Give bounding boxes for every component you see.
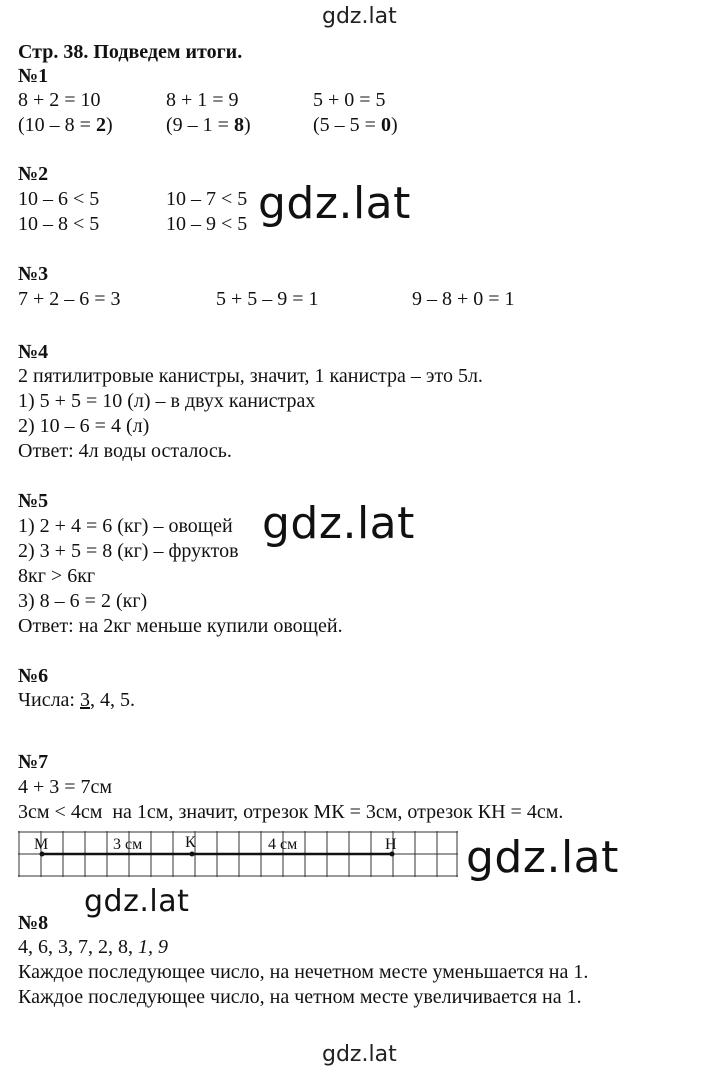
task5-line: 8кг > 6кг (18, 565, 96, 587)
task8-sequence: 4, 6, 3, 7, 2, 8, 1, 9 (18, 936, 168, 958)
task3-item: 7 + 2 – 6 = 3 (18, 288, 121, 310)
watermark-bottom: gdz.lat (322, 1042, 397, 1067)
task6-line: Числа: 3, 4, 5. (18, 689, 135, 711)
task2-item: 10 – 6 < 5 (18, 188, 100, 210)
watermark-top: gdz.lat (322, 4, 397, 29)
segment-label-mk: 3 см (113, 836, 143, 853)
task4-label: №4 (18, 341, 49, 363)
task1-check: (9 – 1 = 8) (166, 114, 251, 136)
task1-eq: 8 + 2 = 10 (18, 89, 101, 111)
task2-item: 10 – 8 < 5 (18, 213, 100, 235)
task4-line: 2) 10 – 6 = 4 (л) (18, 415, 150, 437)
task3-label: №3 (18, 263, 49, 285)
watermark-3: gdz.lat (466, 832, 619, 883)
watermark-4: gdz.lat (84, 884, 190, 919)
segment-label-kn: 4 см (268, 836, 298, 853)
watermark-2: gdz.lat (262, 498, 415, 549)
page-title: Стр. 38. Подведем итоги. (18, 41, 243, 63)
task3-item: 9 – 8 + 0 = 1 (412, 288, 515, 310)
task5-line: 3) 8 – 6 = 2 (кг) (18, 590, 148, 612)
task1-eq: 5 + 0 = 5 (313, 89, 386, 111)
point-label-k: К (185, 834, 196, 851)
point-label-n: Н (385, 836, 397, 853)
task5-line: Ответ: на 2кг меньше купили овощей. (18, 615, 343, 637)
task7-line: 3см < 4см на 1см, значит, отрезок МК = 3см, отрезок КН = 4см. (18, 801, 564, 823)
task8-line: Каждое последующее число, на нечетном месте уменьшается на 1. (18, 961, 589, 983)
point-label-m: М (34, 836, 49, 853)
task1-check: (5 – 5 = 0) (313, 114, 398, 136)
watermark-1: gdz.lat (258, 178, 411, 229)
task4-line: 2 пятилитровые канистры, значит, 1 канистра – это 5л. (18, 365, 483, 387)
task8-label: №8 (18, 912, 49, 934)
point-k (190, 852, 195, 857)
task6-label: №6 (18, 665, 49, 687)
task5-label: №5 (18, 490, 49, 512)
task2-label: №2 (18, 163, 49, 185)
task7-label: №7 (18, 751, 49, 773)
task5-line: 1) 2 + 4 = 6 (кг) – овощей (18, 515, 233, 537)
task8-line: Каждое последующее число, на четном месте увеличивается на 1. (18, 986, 582, 1008)
segment-diagram (18, 831, 458, 877)
task1-check: (10 – 8 = 2) (18, 114, 113, 136)
task5-line: 2) 3 + 5 = 8 (кг) – фруктов (18, 540, 239, 562)
task2-item: 10 – 7 < 5 (166, 188, 248, 210)
task2-item: 10 – 9 < 5 (166, 213, 248, 235)
task7-line: 4 + 3 = 7см (18, 776, 113, 798)
task1-eq: 8 + 1 = 9 (166, 89, 239, 111)
task1-label: №1 (18, 65, 49, 87)
task4-line: Ответ: 4л воды осталось. (18, 440, 232, 462)
task3-item: 5 + 5 – 9 = 1 (216, 288, 319, 310)
task4-line: 1) 5 + 5 = 10 (л) – в двух канистрах (18, 390, 316, 412)
